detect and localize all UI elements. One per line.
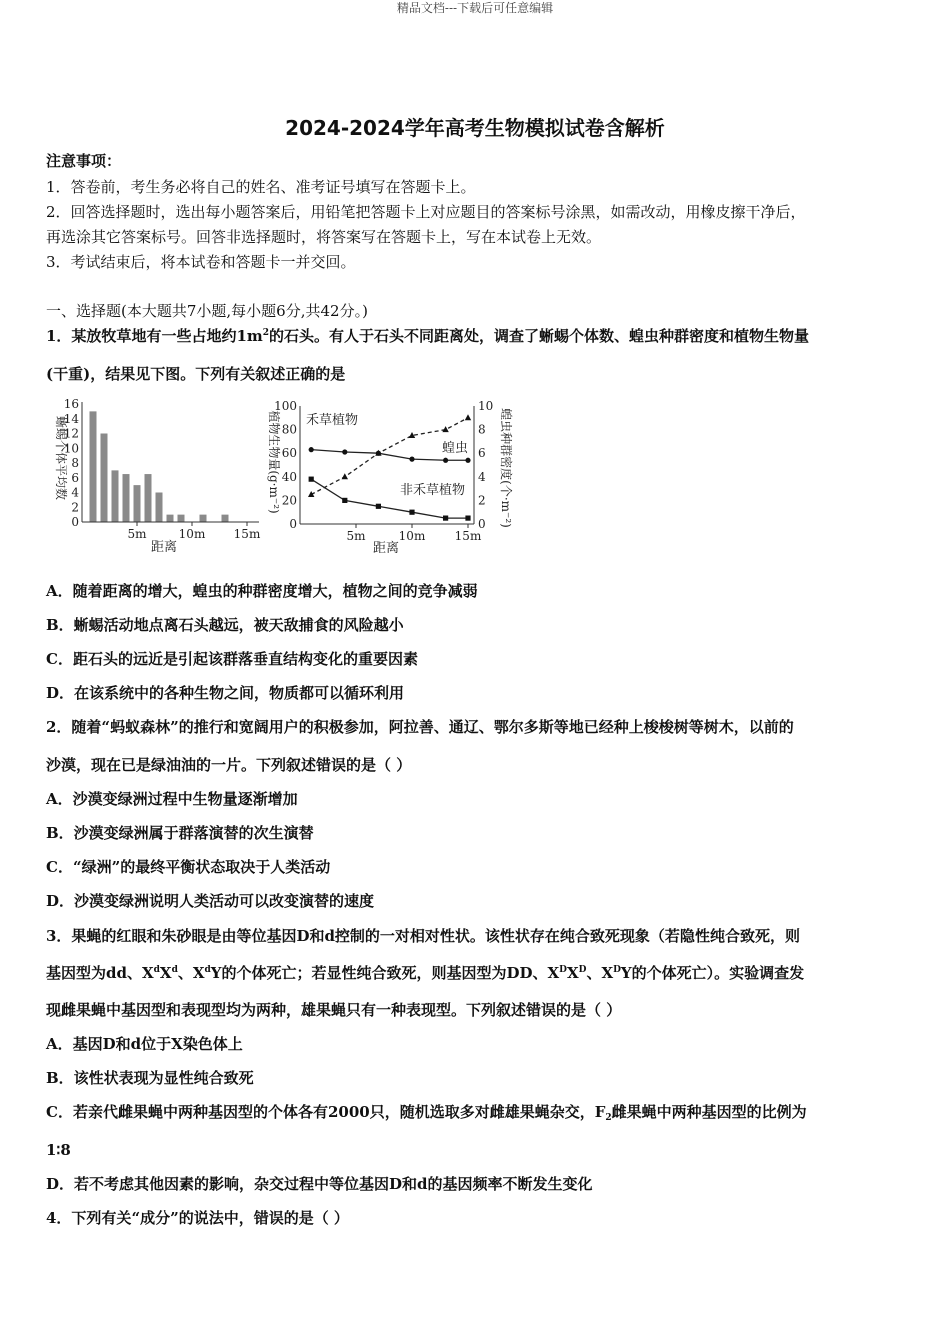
bar bbox=[200, 515, 207, 522]
data-point bbox=[342, 498, 347, 503]
y2-tick-label: 6 bbox=[478, 446, 486, 461]
y-tick-label: 40 bbox=[281, 469, 297, 484]
y-tick-label: 6 bbox=[71, 470, 79, 485]
y2-tick-label: 8 bbox=[478, 422, 486, 437]
x-tick-label: 5m bbox=[346, 529, 366, 543]
notice-heading: 注意事项： bbox=[46, 152, 122, 170]
q2-stem: 2．随着“蚂蚁森林”的推行和宽阔用户的积极参加，阿拉善、通辽、鄂尔多斯等地已经种上梭梭树等树木，以前的 bbox=[46, 718, 794, 736]
notice-item: 再选涂其它答案标号。回答非选择题时，将答案写在答题卡上，写在本试卷上无效。 bbox=[46, 228, 602, 246]
y-tick-label: 0 bbox=[289, 517, 297, 531]
x-tick-label: 5m bbox=[127, 527, 147, 541]
legend-nongrass: 非禾草植物 bbox=[400, 483, 466, 498]
y2-tick-label: 0 bbox=[478, 517, 486, 531]
notice-item: 2．回答选择题时，选出每小题答案后，用铅笔把答题卡上对应题目的答案标号涂黑，如需改动，用橡皮擦干净后， bbox=[46, 203, 806, 221]
bar bbox=[90, 411, 97, 522]
notice-item: 1．答卷前，考生务必将自己的姓名、准考证号填写在答题卡上。 bbox=[46, 178, 476, 196]
q3-option-d: D．若不考虑其他因素的影响，杂交过程中等位基因D和d的基因频率不断发生变化 bbox=[46, 1175, 593, 1193]
q3-option-a: A．基因D和d位于X染色体上 bbox=[46, 1035, 243, 1053]
legend-locust: 蝗虫 bbox=[442, 441, 469, 456]
q3-stem-cont: 基因型为dd、$X^dX^d$、$X^dY$的个体死亡；若显性纯合致死，则基因型为DD、$X^DX^D$、$X^DY$的个体死亡）。实验调查发 bbox=[46, 964, 805, 982]
notice-item: 3．考试结束后，将本试卷和答题卡一并交回。 bbox=[46, 253, 356, 271]
y-tick-label: 100 bbox=[274, 399, 297, 413]
y-axis-label: 蜥蜴个体平均数 bbox=[54, 415, 68, 501]
q2-option-b: B．沙漠变绿洲属于群落演替的次生演替 bbox=[46, 824, 314, 842]
y-tick-label: 4 bbox=[71, 485, 79, 500]
q3-stem-cont2: 现雌果蝇中基因型和表现型均为两种，雄果蝇只有一种表现型。下列叙述错误的是（ ） bbox=[46, 1001, 622, 1019]
bar bbox=[145, 474, 152, 522]
page-title: 2024-2024学年高考生物模拟试卷含解析 bbox=[285, 116, 665, 140]
y-tick-label: 16 bbox=[63, 397, 79, 411]
q2-option-c: C．“绿洲”的最终平衡状态取决于人类活动 bbox=[46, 858, 331, 876]
bar bbox=[167, 515, 174, 522]
legend-grass: 禾草植物 bbox=[306, 413, 359, 428]
x-tick-label: 15m bbox=[233, 527, 261, 541]
x-axis-label: 距离 bbox=[150, 540, 178, 555]
bar bbox=[156, 493, 163, 523]
y2-tick-label: 2 bbox=[478, 493, 486, 508]
q1-option-c: C．距石头的远近是引起该群落垂直结构变化的重要因素 bbox=[46, 650, 418, 668]
q1-option-a: A．随着距离的增大，蝗虫的种群密度增大，植物之间的竞争减弱 bbox=[46, 582, 478, 600]
data-point bbox=[465, 458, 470, 463]
y-axis-label: 植物生物量(g·m⁻²) bbox=[267, 410, 281, 514]
y-tick-label: 0 bbox=[71, 515, 79, 529]
data-point bbox=[465, 516, 470, 521]
q2-stem-cont: 沙漠，现在已是绿油油的一片。下列叙述错误的是（ ） bbox=[46, 756, 412, 774]
x-axis-label: 距离 bbox=[372, 541, 400, 556]
q4-stem: 4．下列有关“成分”的说法中，错误的是（ ） bbox=[46, 1209, 349, 1227]
x-tick-label: 15m bbox=[454, 529, 482, 543]
x-tick-label: 10m bbox=[398, 529, 426, 543]
q1-stem: 1．某放牧草地有一些占地约$1m^2$的石头。有人于石头不同距离处，调查了蜥蜴个体数、蝗虫种群密度和植物生物量 bbox=[46, 327, 810, 345]
bar bbox=[134, 485, 141, 522]
y2-tick-label: 4 bbox=[478, 469, 486, 484]
data-point bbox=[443, 516, 448, 521]
q3-option-b: B．该性状表现为显性纯合致死 bbox=[46, 1069, 254, 1087]
bar bbox=[123, 474, 130, 522]
data-point bbox=[309, 447, 314, 452]
data-point bbox=[342, 449, 347, 454]
q3-option-c-cont: 1∶8 bbox=[46, 1141, 71, 1159]
x-tick-label: 10m bbox=[178, 527, 206, 541]
lizard-bar-chart bbox=[44, 396, 266, 556]
y-tick-label: 10 bbox=[63, 441, 79, 456]
y-tick-label: 20 bbox=[281, 493, 297, 508]
biomass-line-chart bbox=[258, 396, 518, 558]
y-tick-label: 14 bbox=[63, 411, 79, 426]
y-tick-label: 80 bbox=[281, 422, 297, 437]
data-point bbox=[409, 510, 414, 515]
q1-option-d: D．在该系统中的各种生物之间，物质都可以循环利用 bbox=[46, 684, 405, 702]
data-point bbox=[443, 458, 448, 463]
page-header: 精品文档---下载后可任意编辑 bbox=[396, 1, 554, 15]
data-point bbox=[465, 414, 471, 420]
bar bbox=[178, 515, 185, 522]
section-heading: 一、选择题(本大题共7小题,每小题6分,共42分。) bbox=[46, 302, 368, 320]
q3-stem: 3．果蝇的红眼和朱砂眼是由等位基因D和d控制的一对相对性状。该性状存在纯合致死现象（若隐性纯合致死，则 bbox=[46, 927, 800, 945]
y2-tick-label: 10 bbox=[478, 399, 494, 413]
y-tick-label: 12 bbox=[63, 426, 79, 441]
bar bbox=[112, 470, 119, 522]
data-point bbox=[409, 457, 414, 462]
y-tick-label: 2 bbox=[71, 500, 79, 515]
q3-option-c: C．若亲代雌果蝇中两种基因型的个体各有2000只，随机选取多对雌雄果蝇杂交，$F_2$雌果蝇中两种基因型的比例为 bbox=[46, 1103, 807, 1123]
q2-option-a: A．沙漠变绿洲过程中生物量逐渐增加 bbox=[46, 790, 298, 808]
q1-stem-cont: (干重)，结果见下图。下列有关叙述正确的是 bbox=[46, 365, 346, 383]
y-tick-label: 60 bbox=[281, 446, 297, 461]
data-point bbox=[442, 426, 448, 432]
q2-option-d: D．沙漠变绿洲说明人类活动可以改变演替的速度 bbox=[46, 892, 375, 910]
data-point bbox=[309, 477, 314, 482]
bar bbox=[222, 515, 229, 522]
y2-axis-label: 蝗虫种群密度(个·m⁻²) bbox=[499, 408, 513, 528]
q1-option-b: B．蜥蜴活动地点离石头越远，被天敌捕食的风险越小 bbox=[46, 616, 404, 634]
y-tick-label: 8 bbox=[71, 456, 79, 470]
data-point bbox=[376, 504, 381, 509]
data-point bbox=[342, 473, 348, 479]
bar bbox=[101, 434, 108, 523]
